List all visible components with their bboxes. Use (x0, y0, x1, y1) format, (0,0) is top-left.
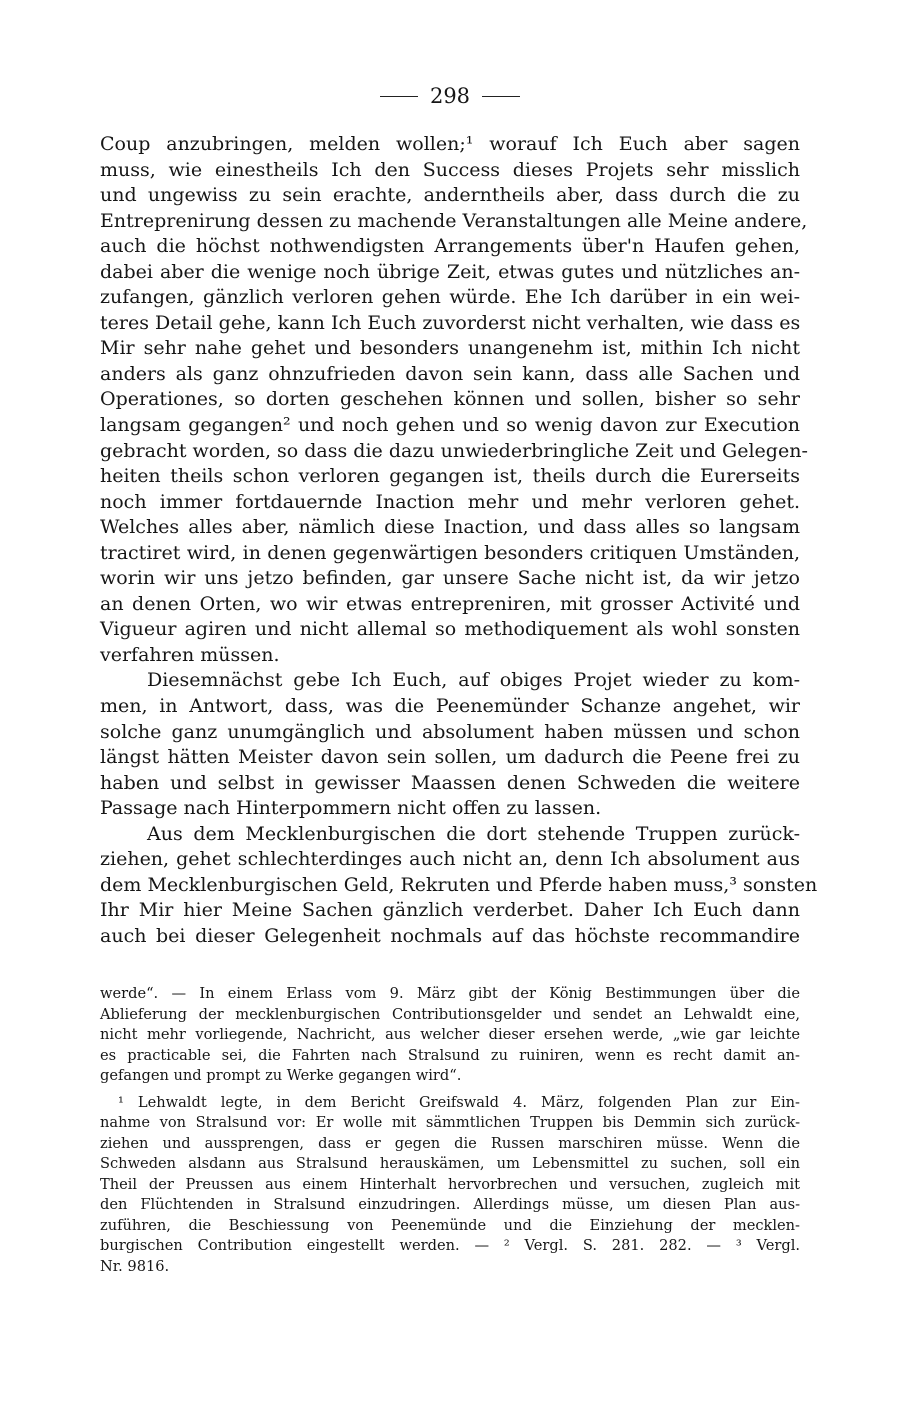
body-line: teres Detail gehe, kann Ich Euch zuvorderst nicht verhalten, wie dass es (100, 311, 801, 334)
body-line: auch die höchst nothwendigsten Arrangements über'n Haufen gehen, (100, 235, 800, 258)
body-line: anders als ganz ohnzufrieden davon sein kann, dass alle Sachen und (100, 362, 800, 385)
footnote-line: Theil der Preussen aus einem Hinterhalt hervorbrechen und versuchen, zugleich mit (100, 1175, 800, 1193)
footnote-line: gefangen und prompt zu Werke gegangen wird“. (100, 1067, 462, 1084)
footnotes (100, 984, 800, 1277)
body-line: dem Mecklenburgischen Geld, Rekruten und Pferde haben muss,³ sonsten (100, 873, 818, 896)
footnote-line: Ablieferung der mecklenburgischen Contributionsgelder und sendet an Lehwaldt eine, (100, 1005, 800, 1023)
body-line: noch immer fortdauernde Inaction mehr und mehr verloren gehet. (100, 490, 800, 513)
body-line: worin wir uns jetzo befinden, gar unsere Sache nicht ist, da wir jetzo (100, 567, 800, 590)
body-text (100, 132, 818, 950)
body-line: solche ganz unumgänglich und absolument haben müssen und schon (100, 720, 800, 743)
body-line: Diesemnächst gebe Ich Euch, auf obiges Projet wieder zu kom- (147, 669, 800, 692)
body-line: und ungewiss zu sein erachte, anderntheils aber, dass durch die zu (100, 184, 800, 207)
footnote-line: zuführen, die Beschiessung von Peenemünde und die Einziehung der mecklen- (100, 1216, 800, 1234)
footnote-line: es practicable sei, die Fahrten nach Stralsund zu ruiniren, wenn es recht damit an- (100, 1046, 800, 1064)
body-line: dabei aber die wenige noch übrige Zeit, etwas gutes und nützliches an- (100, 260, 800, 283)
body-line: längst hätten Meister davon sein sollen, um dadurch die Peene frei zu (100, 746, 800, 769)
body-line: ziehen, gehet schlechterdinges auch nicht an, denn Ich absolument aus (100, 848, 800, 871)
body-line: Entreprenirung dessen zu machende Veranstaltungen alle Meine andere, (100, 209, 808, 232)
body-line: Operationes, so dorten geschehen können und sollen, bisher so sehr (100, 388, 800, 411)
body-line: Mir sehr nahe gehet und besonders unangenehm ist, mithin Ich nicht (100, 337, 800, 360)
body-line: gebracht worden, so dass die dazu unwiederbringliche Zeit und Gelegen- (100, 439, 808, 462)
body-line: Passage nach Hinterpommern nicht offen zu lassen. (100, 797, 602, 820)
body-line: verfahren müssen. (100, 643, 280, 666)
page-number: 298 (429, 84, 471, 108)
body-line: Coup anzubringen, melden wollen;¹ worauf Ich Euch aber sagen (100, 133, 800, 155)
footnote-line: ¹ Lehwaldt legte, in dem Bericht Greifswald 4. März, folgenden Plan zur Ein- (118, 1093, 800, 1111)
header-rule-right (482, 96, 520, 97)
footnote-line: Nr. 9816. (100, 1257, 170, 1275)
body-line: langsam gegangen² und noch gehen und so wenig davon zur Execution (100, 414, 800, 437)
body-line: tractiret wird, in denen gegenwärtigen besonders critiquen Umständen, (100, 541, 800, 564)
footnote-line: werde“. — In einem Erlass vom 9. März gibt der König Bestimmungen über die (100, 985, 800, 1002)
footnote-line: ziehen und aussprengen, dass er gegen die Russen marschiren müsse. Wenn die (100, 1134, 800, 1152)
body-line: zufangen, gänzlich verloren gehen würde. Ehe Ich darüber in ein wei- (100, 286, 800, 309)
body-line: heiten theils schon verloren gegangen ist, theils durch die Eurerseits (100, 465, 800, 488)
footnote-line: Schweden alsdann aus Stralsund herauskämen, um Lebensmittel zu suchen, soll ein (100, 1155, 800, 1172)
footnote-line: nicht mehr vorliegende, Nachricht, aus welcher dieser ersehen werde, „wie gar leichte (100, 1026, 800, 1043)
body-line: muss, wie einestheils Ich den Success dieses Projets sehr misslich (100, 158, 800, 181)
body-line: haben und selbst in gewisser Maassen denen Schweden die weitere (100, 771, 800, 794)
body-line: Aus dem Mecklenburgischen die dort stehende Truppen zurück- (147, 822, 800, 845)
footnote-line: den Flüchtenden in Stralsund einzudringen. Allerdings müsse, um diesen Plan aus- (100, 1196, 800, 1213)
header-rule-left (380, 96, 418, 97)
footnote-line: nahme von Stralsund vor: Er wolle mit sämmtlichen Truppen bis Demmin sich zurück- (100, 1114, 800, 1131)
body-line: Welches alles aber, nämlich diese Inaction, und dass alles so langsam (100, 516, 800, 539)
body-line: men, in Antwort, dass, was die Peenemünder Schanze angehet, wir (100, 695, 800, 718)
body-line: auch bei dieser Gelegenheit nochmals auf das höchste recommandire (100, 924, 800, 947)
body-line: Ihr Mir hier Meine Sachen gänzlich verderbet. Daher Ich Euch dann (100, 899, 800, 922)
page-header (0, 84, 900, 108)
body-line: an denen Orten, wo wir etwas entrepreniren, mit grosser Activité und (100, 592, 800, 615)
body-line: Vigueur agiren und nicht allemal so methodiquement als wohl sonsten (100, 618, 800, 641)
footnote-line: burgischen Contribution eingestellt werden. — ² Vergl. S. 281. 282. — ³ Vergl. (100, 1237, 800, 1254)
